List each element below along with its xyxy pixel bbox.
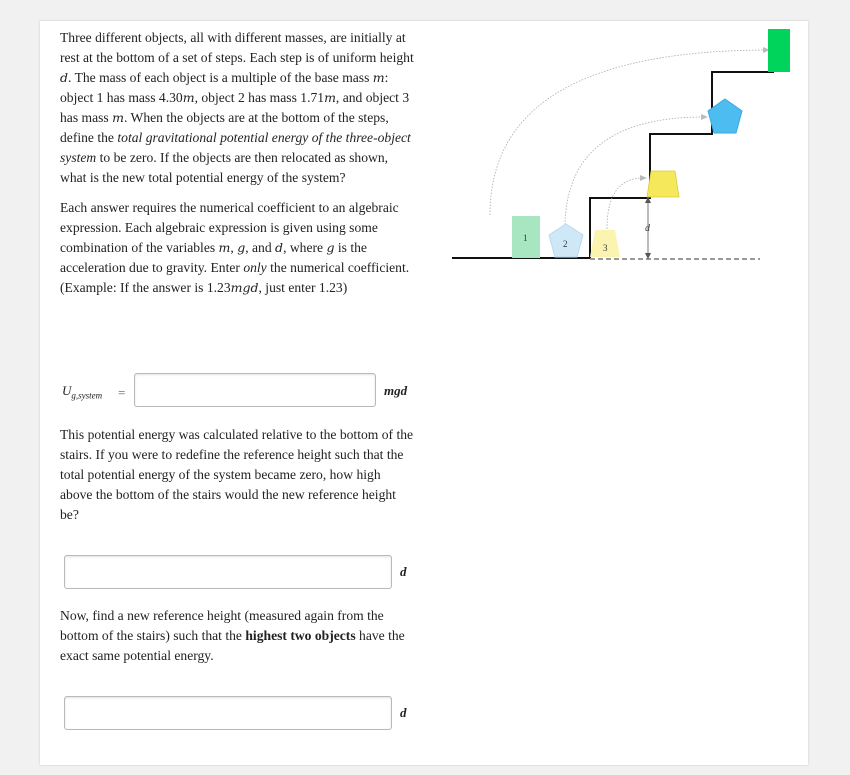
object-1-label: 1 (523, 233, 528, 243)
unit-d-1: d (400, 564, 407, 579)
paragraph-reference-height: This potential energy was calculated relative to the bottom of the stairs. If you were to redefine the reference height such that the total potential energy of the system became zero, how high above the bottom of the stairs would the new reference height be? (60, 427, 414, 522)
paragraph-instructions: Each answer requires the numerical coefficient to an algebraic expression. Each algebraic expression is given using some combination of the variables m, g, and d, where g is the acceleration due to gravity. Enter only the numerical coefficient. (Example: If the answer is 1.23mgd, just enter 1.23) (60, 200, 410, 295)
stairs-figure (450, 21, 790, 281)
question-text (60, 28, 415, 308)
equals-sign: = (118, 385, 126, 400)
stairs (590, 72, 774, 258)
object-1-end (768, 29, 790, 72)
unit-mgd: mgd (384, 383, 408, 398)
unit-d-2: d (400, 705, 407, 720)
object-2-label: 2 (563, 239, 568, 249)
reference-height-input[interactable] (64, 555, 392, 589)
object-2-end (708, 99, 742, 133)
energy-label: $U_{g,system}$ (62, 383, 103, 401)
trajectory-arrowhead-3 (640, 175, 647, 181)
object-3-end (647, 171, 679, 197)
paragraph-equal-energy: Now, find a new reference height (measured again from the bottom of the stairs) such that the highest two objects have the exact same potential energy. (60, 608, 405, 663)
trajectory-object-3 (607, 178, 643, 229)
paragraph-intro: Three different objects, all with different masses, are initially at rest at the bottom of a set of steps. Each step is of uniform height d. The mass of each object is a multiple of the base mass m: object 1 has mass 4.30m, object 2 has mass 1.71m, and object 3 has mass m. When the objects are at the bottom of the steps, define the total gravitational potential energy of the three-object system to be zero. If the objects are then relocated as shown, what is the new total potential energy of the system? (60, 30, 414, 185)
energy-coefficient-input[interactable] (134, 373, 376, 407)
equal-energy-height-input[interactable] (64, 696, 392, 730)
dimension-arrow-bottom (645, 253, 651, 259)
step-height-label: d (645, 223, 650, 234)
trajectory-arrowhead-2 (701, 114, 708, 120)
object-3-label: 3 (603, 243, 608, 253)
question-card (40, 21, 808, 765)
